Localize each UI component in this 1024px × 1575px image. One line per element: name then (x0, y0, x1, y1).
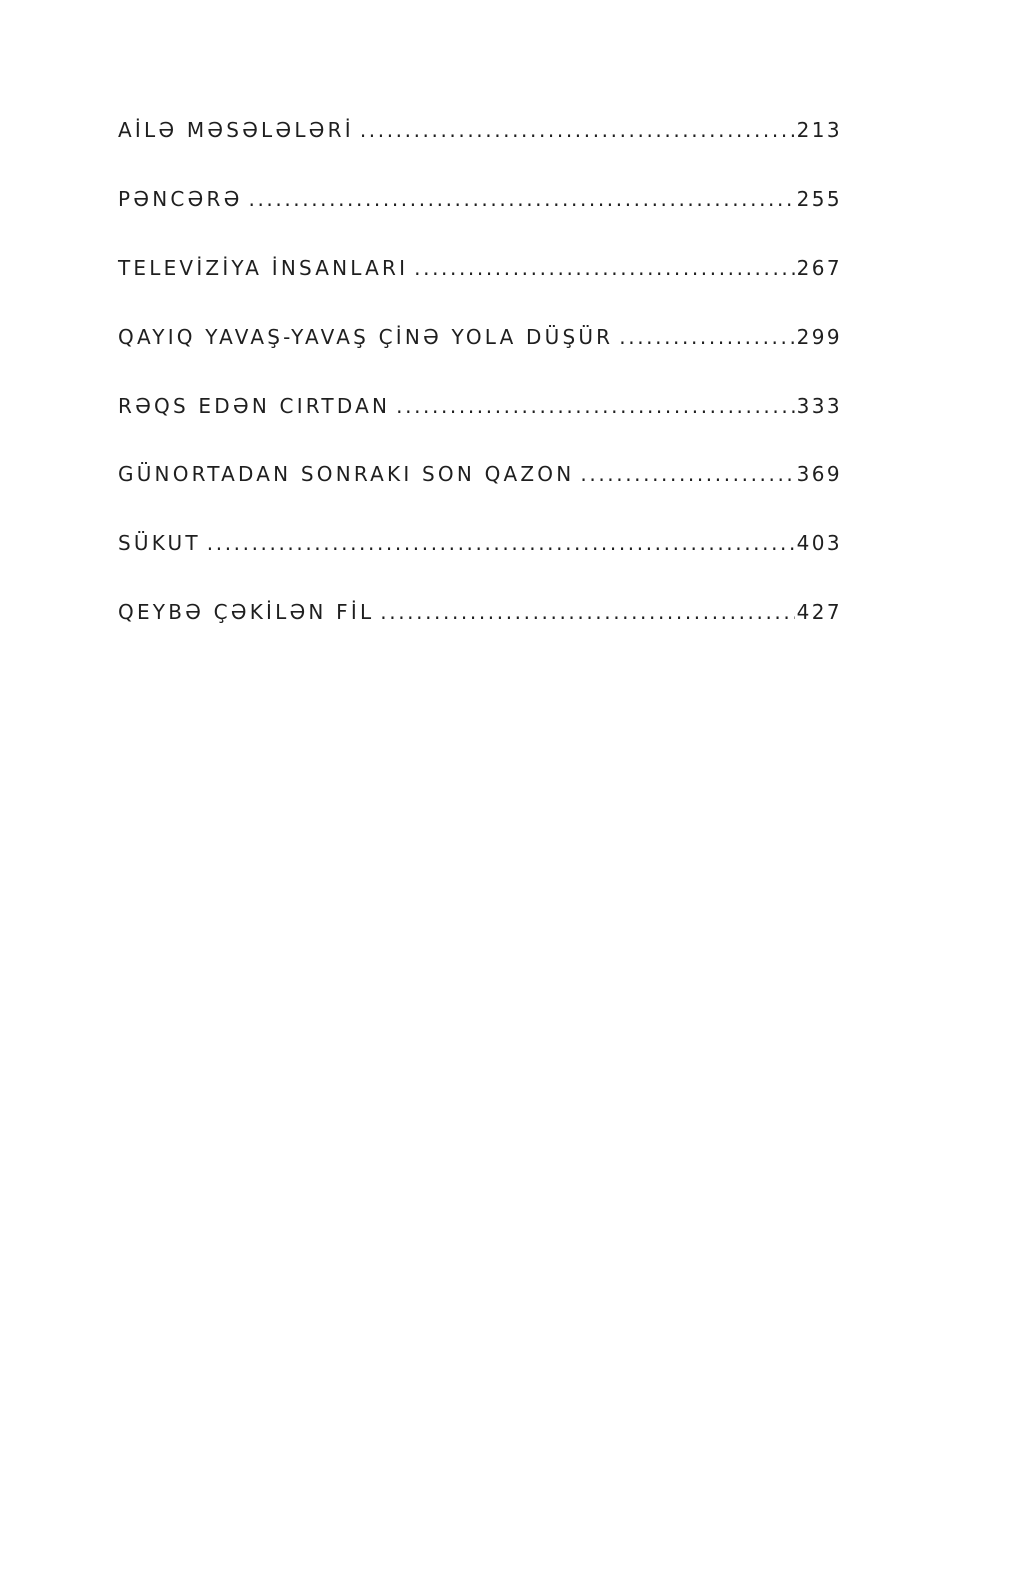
dot-leader (360, 112, 795, 148)
dot-leader (380, 594, 794, 630)
toc-entry (118, 319, 842, 388)
toc-entry (118, 456, 842, 525)
toc-entry-page-number: 403 (796, 531, 842, 556)
toc-entry-title: QAYIQ YAVAŞ-YAVAŞ ÇİNƏ YOLA DÜŞÜR (118, 324, 614, 349)
toc-entry-title: SÜKUT (118, 531, 201, 556)
toc-entry-page-number: 267 (796, 255, 842, 280)
toc-entry-title: RƏQS EDƏN CIRTDAN (118, 393, 391, 418)
dot-leader (580, 456, 794, 492)
dot-leader (396, 388, 794, 424)
toc-entry (118, 525, 842, 594)
dot-leader (619, 319, 794, 355)
toc-entry (118, 112, 842, 181)
dot-leader (249, 181, 795, 217)
toc-entry (118, 181, 842, 250)
dot-leader (207, 525, 795, 561)
toc-entry (118, 250, 842, 319)
table-of-contents (118, 112, 842, 663)
toc-entry-page-number: 213 (796, 118, 842, 142)
dot-leader (414, 250, 794, 286)
toc-entry-page-number: 427 (796, 600, 842, 625)
toc-entry-title: AİLƏ MƏSƏLƏLƏRİ (118, 118, 354, 142)
toc-entry-page-number: 333 (796, 393, 842, 418)
toc-entry (118, 594, 842, 663)
toc-entry-title: GÜNORTADAN SONRAKI SON QAZON (118, 462, 575, 487)
toc-entry-title: PƏNCƏRƏ (118, 186, 243, 211)
toc-entry-page-number: 369 (796, 462, 842, 487)
toc-entry-title: QEYBƏ ÇƏKİLƏN FİL (118, 600, 375, 625)
toc-entry-page-number: 255 (796, 186, 842, 211)
toc-entry (118, 388, 842, 457)
toc-entry-page-number: 299 (796, 324, 842, 349)
toc-entry-title: TELEVİZİYA İNSANLARI (118, 255, 409, 280)
